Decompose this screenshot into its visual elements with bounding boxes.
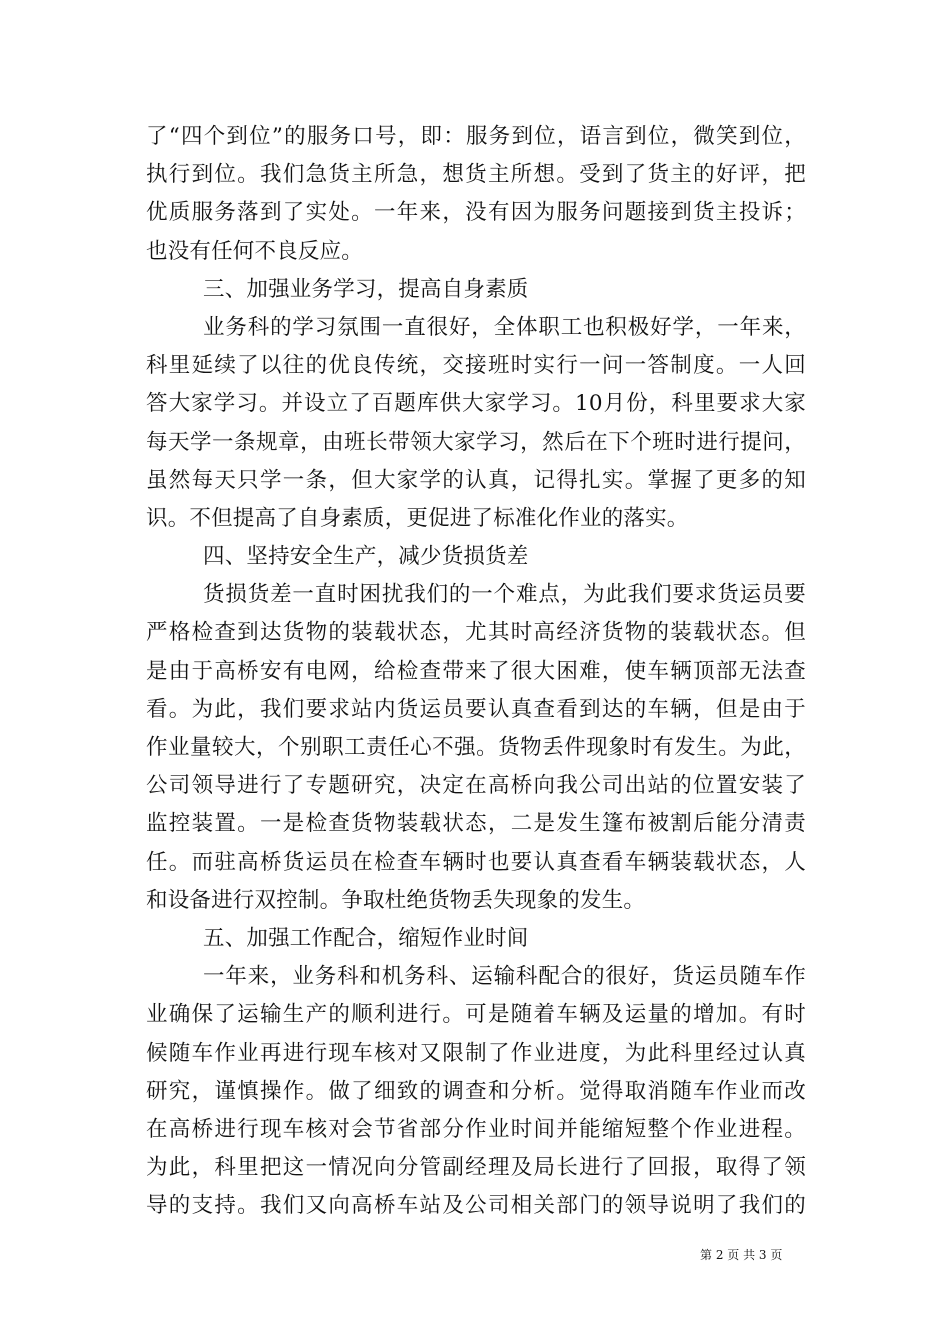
text-line: 识。不但提高了自身素质，更促进了标准化作业的落实。 (146, 505, 689, 531)
text-line: 虽然每天只学一条，但大家学的认真，记得扎实。掌握了更多的知 (146, 467, 806, 493)
text-line: 每天学一条规章，由班长带领大家学习，然后在下个班时进行提问， (146, 429, 806, 455)
text-line: 任。而驻高桥货运员在检查车辆时也要认真查看车辆装载状态，人 (146, 849, 806, 875)
page-number: 第 2 页 共 3 页 (700, 1248, 783, 1262)
paragraph-first-line: 五、加强工作配合，缩短作业时间 (203, 925, 529, 951)
text-line: 公司领导进行了专题研究，决定在高桥向我公司出站的位置安装了 (146, 773, 806, 799)
paragraph-first-line: 一年来，业务科和机务科、运输科配合的很好，货运员随车作 (203, 964, 806, 990)
text-line: 监控装置。一是检查货物装载状态，二是发生篷布被割后能分清责 (146, 811, 806, 837)
text-line: 业确保了运输生产的顺利进行。可是随着车辆及运量的增加。有时 (146, 1002, 806, 1028)
paragraph-first-line: 货损货差一直时困扰我们的一个难点，为此我们要求货运员要 (203, 582, 806, 608)
text-line: 了“四个到位”的服务口号，即：服务到位，语言到位，微笑到位， (146, 124, 806, 149)
text-line: 看。为此，我们要求站内货运员要认真查看到达的车辆，但是由于 (146, 696, 806, 722)
paragraph-first-line: 四、坚持安全生产，减少货损货差 (203, 544, 529, 570)
document-body (146, 118, 806, 1225)
text-line: 候随车作业再进行现车核对又限制了作业进度，为此科里经过认真 (146, 1040, 806, 1066)
text-line: 优质服务落到了实处。一年来，没有因为服务问题接到货主投诉； (146, 200, 806, 226)
text-line: 和设备进行双控制。争取杜绝货物丢失现象的发生。 (146, 887, 646, 913)
text-line: 导的支持。我们又向高桥车站及公司相关部门的领导说明了我们的 (146, 1193, 806, 1219)
text-line: 为此，科里把这一情况向分管副经理及局长进行了回报，取得了领 (146, 1155, 806, 1181)
text-line: 在高桥进行现车核对会节省部分作业时间并能缩短整个作业进程。 (146, 1116, 806, 1142)
text-line: 答大家学习。并设立了百题库供大家学习。10月份，科里要求大家 (146, 391, 806, 417)
paragraph-first-line: 三、加强业务学习，提高自身素质 (203, 276, 529, 302)
text-line: 执行到位。我们急货主所急，想货主所想。受到了货主的好评，把 (146, 162, 806, 188)
text-line: 严格检查到达货物的装载状态，尤其时高经济货物的装载状态。但 (146, 620, 806, 646)
text-line: 作业量较大，个别职工责任心不强。货物丢件现象时有发生。为此， (146, 735, 806, 760)
text-line: 科里延续了以往的优良传统，交接班时实行一问一答制度。一人回 (146, 353, 806, 379)
text-line: 是由于高桥安有电网，给检查带来了很大困难，使车辆顶部无法查 (146, 658, 806, 684)
text-line: 研究，谨慎操作。做了细致的调查和分析。觉得取消随车作业而改 (146, 1078, 806, 1104)
text-line: 也没有任何不良反应。 (146, 238, 364, 264)
paragraph-first-line: 业务科的学习氛围一直很好，全体职工也积极好学，一年来， (203, 314, 806, 340)
